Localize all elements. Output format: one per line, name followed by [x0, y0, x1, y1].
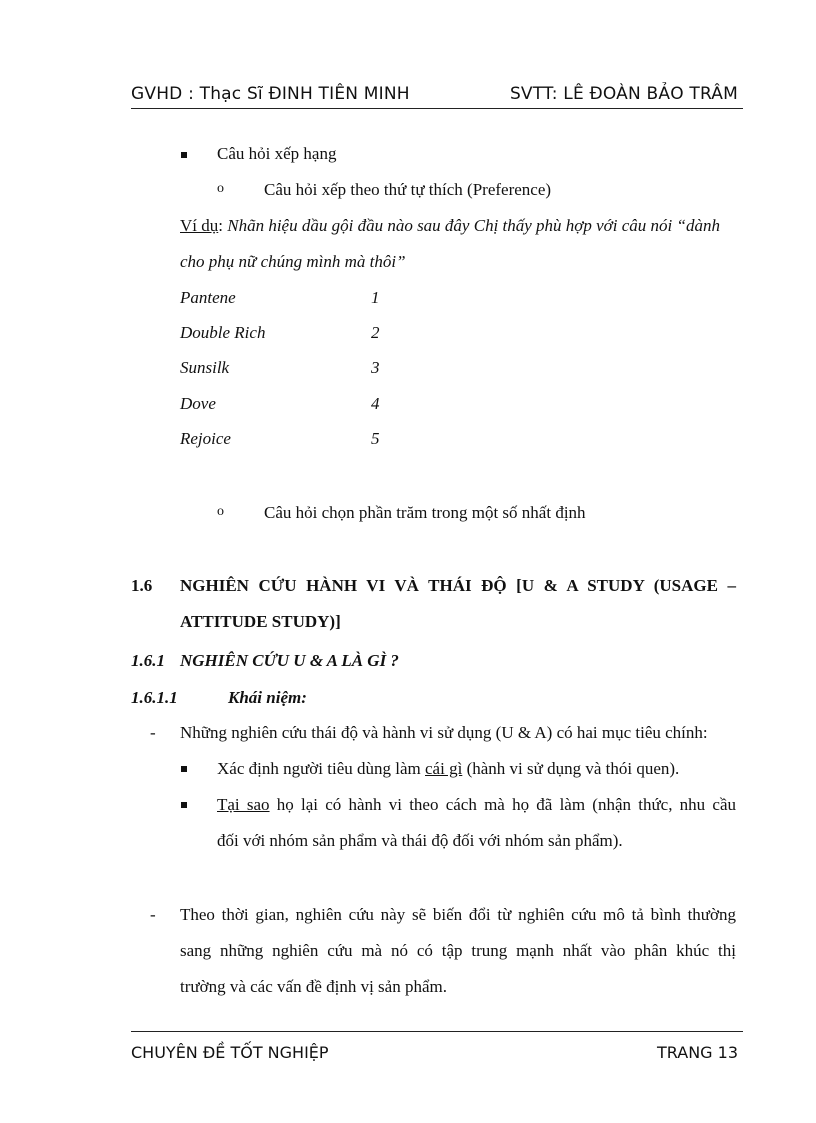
brand-name: Rejoice [180, 429, 231, 448]
brand-rank: 2 [371, 323, 380, 342]
example-colon: : [218, 216, 223, 235]
example-line-2: cho phụ nữ chúng mình mà thôi” [180, 252, 406, 271]
bullet-what-post: (hành vi sử dụng và thói quen). [462, 759, 680, 778]
brand-name: Dove [180, 394, 216, 413]
sub-bullet-percentage: Câu hỏi chọn phần trăm trong một số nhất định [264, 503, 586, 522]
brand-rank: 1 [371, 288, 380, 307]
bullet-why-line-1 [217, 795, 736, 815]
bullet-why-text: họ lại có hành vi theo cách mà họ đã làm (nhận thức, nhu cầu [269, 795, 736, 814]
example-label: Ví dụ [180, 216, 219, 235]
dash-bullet-icon: - [150, 905, 156, 924]
brand-rank: 3 [371, 358, 380, 377]
footer-title: CHUYÊN ĐỀ TỐT NGHIỆP [131, 1043, 329, 1062]
dash-bullet-icon: - [150, 723, 156, 742]
subsubsection-title: Khái niệm: [228, 688, 307, 707]
bullet-why-underlined: Tại sao [217, 795, 270, 814]
sub-bullet-preference: Câu hỏi xếp theo thứ tự thích (Preference) [264, 180, 552, 199]
brand-rank: 4 [371, 394, 380, 413]
subsubsection-number: 1.6.1.1 [131, 688, 178, 707]
subsection-number: 1.6.1 [131, 651, 165, 670]
bullet-what-pre: Xác định người tiêu dùng làm [217, 759, 426, 778]
bullet-what [217, 759, 679, 779]
bullet-why-line-2: đối với nhóm sản phẩm và thái độ đối với nhóm sản phẩm). [217, 831, 623, 850]
section-number: 1.6 [131, 576, 153, 595]
example-line-1 [180, 216, 720, 236]
example-text-1: Nhãn hiệu dầu gội đầu nào sau đây Chị thấy phù hợp với câu nói “dành [227, 216, 720, 235]
header-instructor: GVHD : Thạc Sĩ ĐINH TIÊN MINH [131, 84, 410, 104]
circle-bullet-icon: o [217, 181, 224, 196]
brand-rank: 5 [371, 429, 380, 448]
square-bullet-icon [181, 802, 187, 808]
brand-name: Pantene [180, 288, 236, 307]
footer-rule [131, 1031, 743, 1032]
dash-item-evolution-line-1: Theo thời gian, nghiên cứu này sẽ biến đổi từ nghiên cứu mô tả bình thường [180, 905, 736, 924]
brand-name: Sunsilk [180, 358, 230, 377]
bullet-what-underlined: cái gì [425, 759, 463, 778]
dash-item-evolution-line-3: trường và các vấn đề định vị sản phẩm. [180, 977, 447, 996]
subsection-title: NGHIÊN CỨU U & A LÀ GÌ ? [180, 651, 399, 670]
bullet-ranking-question: Câu hỏi xếp hạng [217, 144, 337, 163]
header-student: SVTT: LÊ ĐOÀN BẢO TRÂM [509, 84, 738, 104]
dash-item-evolution-line-2: sang những nghiên cứu mà nó có tập trung mạnh nhất vào phân khúc thị [180, 941, 736, 960]
square-bullet-icon [181, 766, 187, 772]
dash-item-objectives: Những nghiên cứu thái độ và hành vi sử dụng (U & A) có hai mục tiêu chính: [180, 723, 708, 742]
square-bullet-icon [181, 152, 187, 158]
brand-name: Double Rich [180, 323, 266, 342]
section-title-line-1: NGHIÊN CỨU HÀNH VI VÀ THÁI ĐỘ [U & A STUDY (USAGE – [180, 576, 736, 595]
section-title-line-2: ATTITUDE STUDY)] [180, 612, 341, 631]
header-rule [131, 108, 743, 109]
circle-bullet-icon: o [217, 504, 224, 519]
page-number: TRANG 13 [657, 1043, 738, 1062]
